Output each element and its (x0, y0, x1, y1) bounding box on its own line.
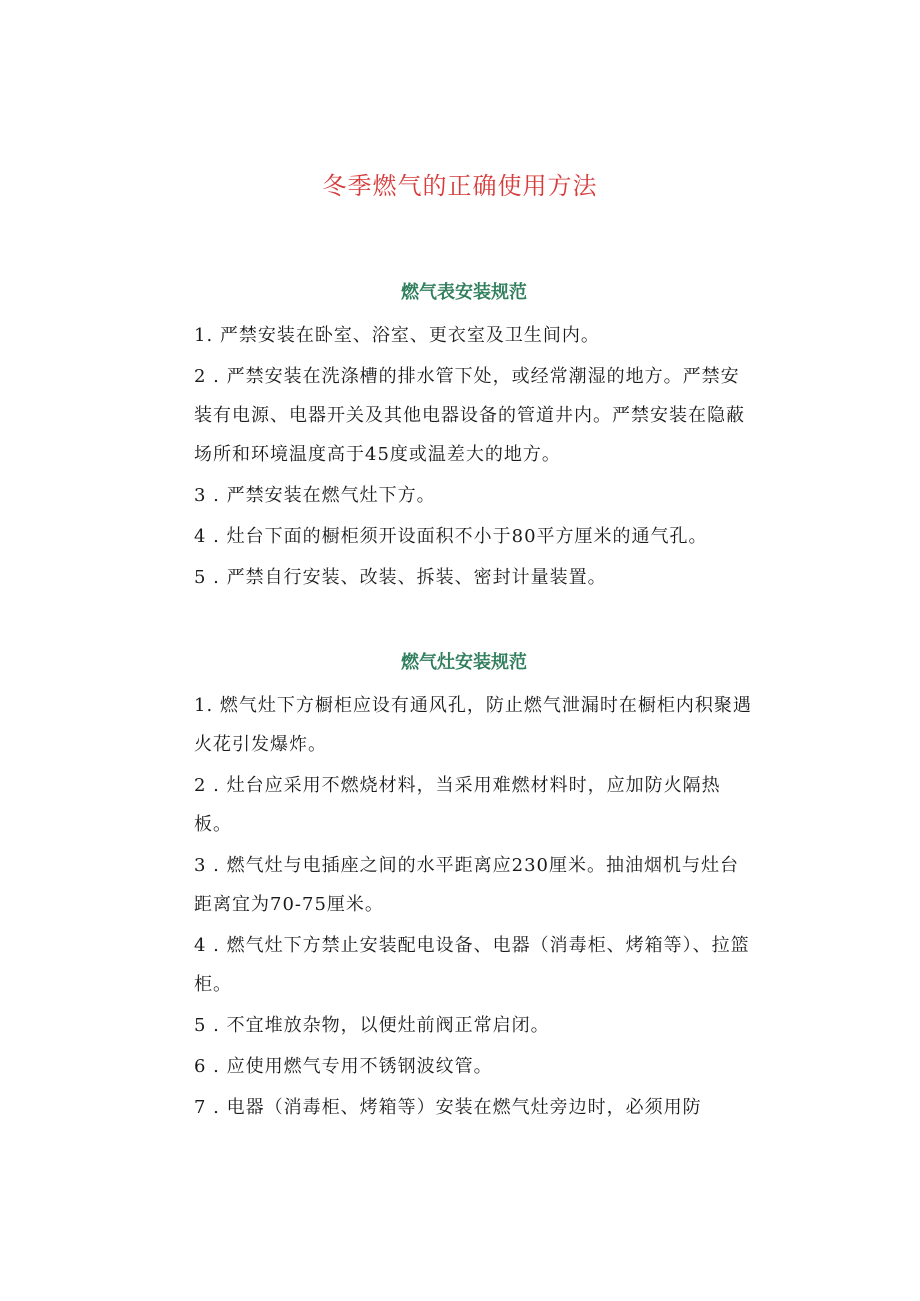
list-item: 4 . 燃气灶下方禁止安装配电设备、电器（消毒柜、烤箱等）、拉篮柜。 (194, 935, 750, 995)
list-item: 2 . 灶台应采用不燃烧材料，当采用难燃材料时，应加防火隔热板。 (194, 775, 721, 835)
document-title: 冬季燃气的正确使用方法 (322, 172, 598, 200)
list-item: 7 . 电器（消毒柜、烤箱等）安装在燃气灶旁边时，必须用防 (194, 1097, 702, 1118)
list-item: 3 . 严禁安装在燃气灶下方。 (194, 485, 436, 506)
list-item: 6 . 应使用燃气专用不锈钢波纹管。 (194, 1056, 493, 1077)
list-item: 2 . 严禁安装在洗涤槽的排水管下处，或经常潮湿的地方。严禁安装有电源、电器开关及其他电器设备的管道井内。严禁安装在隐蔽场所和环境温度高于45度或温差大的地方。 (194, 366, 745, 465)
section-heading-gas-stove: 燃气灶安装规范 (401, 652, 527, 673)
list-item: 3 . 燃气灶与电插座之间的水平距离应230厘米。抽油烟机与灶台距离宜为70-75厘米。 (194, 855, 739, 915)
list-item: 5 . 不宜堆放杂物，以便灶前阀正常启闭。 (194, 1015, 550, 1036)
list-item: 4 . 灶台下面的橱柜须开设面积不小于80平方厘米的通气孔。 (194, 526, 708, 547)
gas-meter-rules-list (194, 316, 754, 599)
gas-stove-rules-list (194, 686, 754, 1129)
list-item: 1. 燃气灶下方橱柜应设有通风孔，防止燃气泄漏时在橱柜内积聚遇火花引发爆炸。 (194, 695, 752, 755)
section-heading-gas-meter: 燃气表安装规范 (401, 282, 527, 303)
list-item: 1. 严禁安装在卧室、浴室、更衣室及卫生间内。 (194, 325, 600, 346)
list-item: 5 . 严禁自行安装、改装、拆装、密封计量装置。 (194, 567, 607, 588)
